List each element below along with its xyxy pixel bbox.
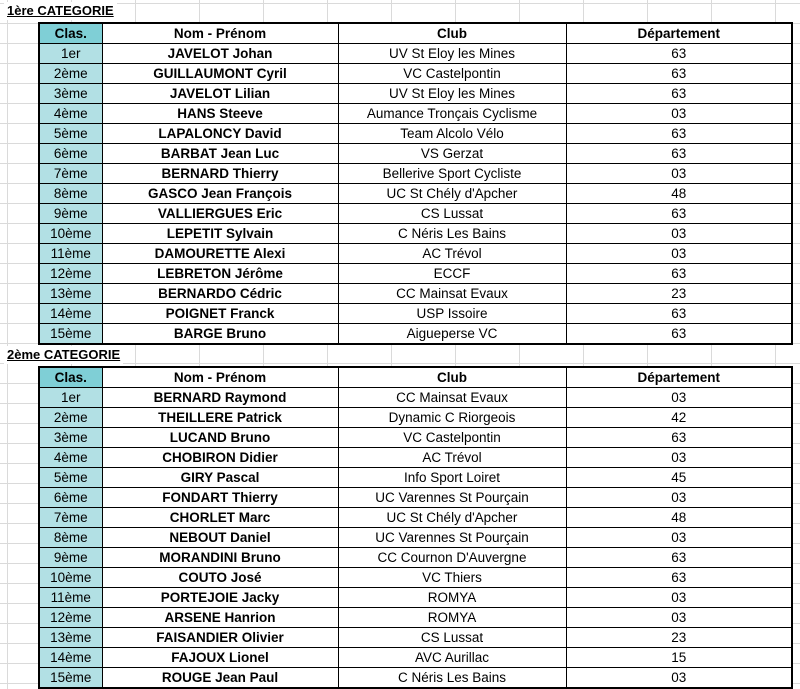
name-cell: LEPETIT Sylvain — [102, 224, 338, 244]
name-cell: CHOBIRON Didier — [102, 448, 338, 468]
department-cell: 63 — [566, 548, 792, 568]
department-cell: 63 — [566, 568, 792, 588]
club-cell: VC Thiers — [338, 568, 566, 588]
name-cell: LEBRETON Jérôme — [102, 264, 338, 284]
table-row — [39, 44, 792, 64]
name-cell: LUCAND Bruno — [102, 428, 338, 448]
rank-cell: 9ème — [39, 204, 102, 224]
rank-cell: 4ème — [39, 448, 102, 468]
name-cell: BERNARDO Cédric — [102, 284, 338, 304]
rank-cell: 1er — [39, 388, 102, 408]
club-cell: ROMYA — [338, 588, 566, 608]
rank-cell: 6ème — [39, 144, 102, 164]
club-cell: AC Trévol — [338, 244, 566, 264]
department-cell: 15 — [566, 648, 792, 668]
name-cell: LAPALONCY David — [102, 124, 338, 144]
department-cell: 03 — [566, 608, 792, 628]
name-cell: NEBOUT Daniel — [102, 528, 338, 548]
name-cell: JAVELOT Lilian — [102, 84, 338, 104]
club-cell: UC St Chély d'Apcher — [338, 508, 566, 528]
table-row — [39, 628, 792, 648]
rank-cell: 15ème — [39, 324, 102, 345]
club-cell: AC Trévol — [338, 448, 566, 468]
rank-cell: 15ème — [39, 668, 102, 689]
rank-cell: 13ème — [39, 628, 102, 648]
rank-cell: 11ème — [39, 244, 102, 264]
club-cell: ROMYA — [338, 608, 566, 628]
rank-column-header: Clas. — [39, 367, 102, 388]
department-cell: 63 — [566, 84, 792, 104]
table-row — [39, 448, 792, 468]
department-cell: 42 — [566, 408, 792, 428]
name-cell: FAISANDIER Olivier — [102, 628, 338, 648]
club-cell: UV St Eloy les Mines — [338, 44, 566, 64]
department-cell: 45 — [566, 468, 792, 488]
rank-cell: 4ème — [39, 104, 102, 124]
department-cell: 48 — [566, 508, 792, 528]
club-cell: UV St Eloy les Mines — [338, 84, 566, 104]
table-row — [39, 508, 792, 528]
department-cell: 63 — [566, 44, 792, 64]
table-header-row — [39, 367, 792, 388]
name-cell: DAMOURETTE Alexi — [102, 244, 338, 264]
department-cell: 63 — [566, 264, 792, 284]
rank-cell: 12ème — [39, 608, 102, 628]
name-cell: BARBAT Jean Luc — [102, 144, 338, 164]
name-cell: CHORLET Marc — [102, 508, 338, 528]
table-row — [39, 84, 792, 104]
club-cell: UC Varennes St Pourçain — [338, 528, 566, 548]
rank-cell: 10ème — [39, 568, 102, 588]
club-cell: CC Mainsat Evaux — [338, 284, 566, 304]
name-column-header: Nom - Prénom — [102, 23, 338, 44]
table-row — [39, 648, 792, 668]
table-row — [39, 64, 792, 84]
table-row — [39, 388, 792, 408]
name-cell: GIRY Pascal — [102, 468, 338, 488]
department-column-header: Département — [566, 367, 792, 388]
name-cell: PORTEJOIE Jacky — [102, 588, 338, 608]
name-cell: JAVELOT Johan — [102, 44, 338, 64]
table-row — [39, 304, 792, 324]
department-cell: 03 — [566, 244, 792, 264]
department-cell: 63 — [566, 204, 792, 224]
rank-cell: 14ème — [39, 304, 102, 324]
club-cell: C Néris Les Bains — [338, 668, 566, 689]
rank-cell: 13ème — [39, 284, 102, 304]
name-cell: THEILLERE Patrick — [102, 408, 338, 428]
rank-cell: 2ème — [39, 64, 102, 84]
department-cell: 03 — [566, 224, 792, 244]
department-cell: 63 — [566, 324, 792, 345]
department-cell: 03 — [566, 488, 792, 508]
table-row — [39, 488, 792, 508]
rank-cell: 6ème — [39, 488, 102, 508]
table-row — [39, 284, 792, 304]
name-cell: FAJOUX Lionel — [102, 648, 338, 668]
name-cell: HANS Steeve — [102, 104, 338, 124]
club-cell: Bellerive Sport Cycliste — [338, 164, 566, 184]
category-1-results-table — [38, 22, 793, 345]
name-cell: GASCO Jean François — [102, 184, 338, 204]
department-cell: 63 — [566, 304, 792, 324]
department-cell: 63 — [566, 64, 792, 84]
category-2-title: 2ème CATEGORIE — [4, 346, 123, 364]
name-cell: POIGNET Franck — [102, 304, 338, 324]
table-row — [39, 224, 792, 244]
club-cell: CS Lussat — [338, 628, 566, 648]
club-cell: C Néris Les Bains — [338, 224, 566, 244]
club-cell: Dynamic C Riorgeois — [338, 408, 566, 428]
club-column-header: Club — [338, 367, 566, 388]
table-row — [39, 568, 792, 588]
club-cell: UC St Chély d'Apcher — [338, 184, 566, 204]
club-cell: USP Issoire — [338, 304, 566, 324]
department-cell: 03 — [566, 528, 792, 548]
table-row — [39, 324, 792, 345]
table-row — [39, 548, 792, 568]
department-cell: 03 — [566, 104, 792, 124]
rank-cell: 3ème — [39, 84, 102, 104]
rank-cell: 11ème — [39, 588, 102, 608]
rank-cell: 7ème — [39, 508, 102, 528]
rank-cell: 12ème — [39, 264, 102, 284]
club-cell: CS Lussat — [338, 204, 566, 224]
rank-cell: 14ème — [39, 648, 102, 668]
name-cell: MORANDINI Bruno — [102, 548, 338, 568]
department-cell: 63 — [566, 124, 792, 144]
club-cell: CC Cournon D'Auvergne — [338, 548, 566, 568]
club-cell: ECCF — [338, 264, 566, 284]
table-row — [39, 408, 792, 428]
table-row — [39, 468, 792, 488]
name-cell: FONDART Thierry — [102, 488, 338, 508]
table-row — [39, 124, 792, 144]
rank-cell: 3ème — [39, 428, 102, 448]
club-cell: Aumance Tronçais Cyclisme — [338, 104, 566, 124]
table-row — [39, 164, 792, 184]
club-cell: UC Varennes St Pourçain — [338, 488, 566, 508]
club-cell: VC Castelpontin — [338, 428, 566, 448]
name-cell: GUILLAUMONT Cyril — [102, 64, 338, 84]
club-cell: Aigueperse VC — [338, 324, 566, 345]
department-cell: 23 — [566, 284, 792, 304]
department-cell: 03 — [566, 448, 792, 468]
rank-cell: 10ème — [39, 224, 102, 244]
category-1-title: 1ère CATEGORIE — [4, 2, 117, 20]
club-cell: Info Sport Loiret — [338, 468, 566, 488]
name-cell: BERNARD Raymond — [102, 388, 338, 408]
department-cell: 23 — [566, 628, 792, 648]
category-2-results-table — [38, 366, 793, 689]
rank-cell: 5ème — [39, 124, 102, 144]
club-cell: VC Castelpontin — [338, 64, 566, 84]
department-cell: 63 — [566, 144, 792, 164]
department-cell: 03 — [566, 588, 792, 608]
department-cell: 63 — [566, 428, 792, 448]
table-row — [39, 668, 792, 689]
department-cell: 03 — [566, 668, 792, 689]
department-cell: 48 — [566, 184, 792, 204]
name-cell: COUTO José — [102, 568, 338, 588]
rank-cell: 1er — [39, 44, 102, 64]
department-column-header: Département — [566, 23, 792, 44]
name-cell: BERNARD Thierry — [102, 164, 338, 184]
table-row — [39, 204, 792, 224]
department-cell: 03 — [566, 164, 792, 184]
rank-cell: 8ème — [39, 184, 102, 204]
name-cell: ARSENE Hanrion — [102, 608, 338, 628]
club-cell: AVC Aurillac — [338, 648, 566, 668]
rank-column-header: Clas. — [39, 23, 102, 44]
table-row — [39, 588, 792, 608]
table-row — [39, 528, 792, 548]
club-column-header: Club — [338, 23, 566, 44]
table-row — [39, 428, 792, 448]
name-column-header: Nom - Prénom — [102, 367, 338, 388]
club-cell: Team Alcolo Vélo — [338, 124, 566, 144]
rank-cell: 7ème — [39, 164, 102, 184]
name-cell: BARGE Bruno — [102, 324, 338, 345]
table-row — [39, 144, 792, 164]
rank-cell: 2ème — [39, 408, 102, 428]
rank-cell: 8ème — [39, 528, 102, 548]
table-row — [39, 608, 792, 628]
name-cell: ROUGE Jean Paul — [102, 668, 338, 689]
table-row — [39, 244, 792, 264]
table-row — [39, 184, 792, 204]
department-cell: 03 — [566, 388, 792, 408]
table-row — [39, 264, 792, 284]
name-cell: VALLIERGUES Eric — [102, 204, 338, 224]
club-cell: CC Mainsat Evaux — [338, 388, 566, 408]
table-row — [39, 104, 792, 124]
rank-cell: 5ème — [39, 468, 102, 488]
rank-cell: 9ème — [39, 548, 102, 568]
table-header-row — [39, 23, 792, 44]
club-cell: VS Gerzat — [338, 144, 566, 164]
